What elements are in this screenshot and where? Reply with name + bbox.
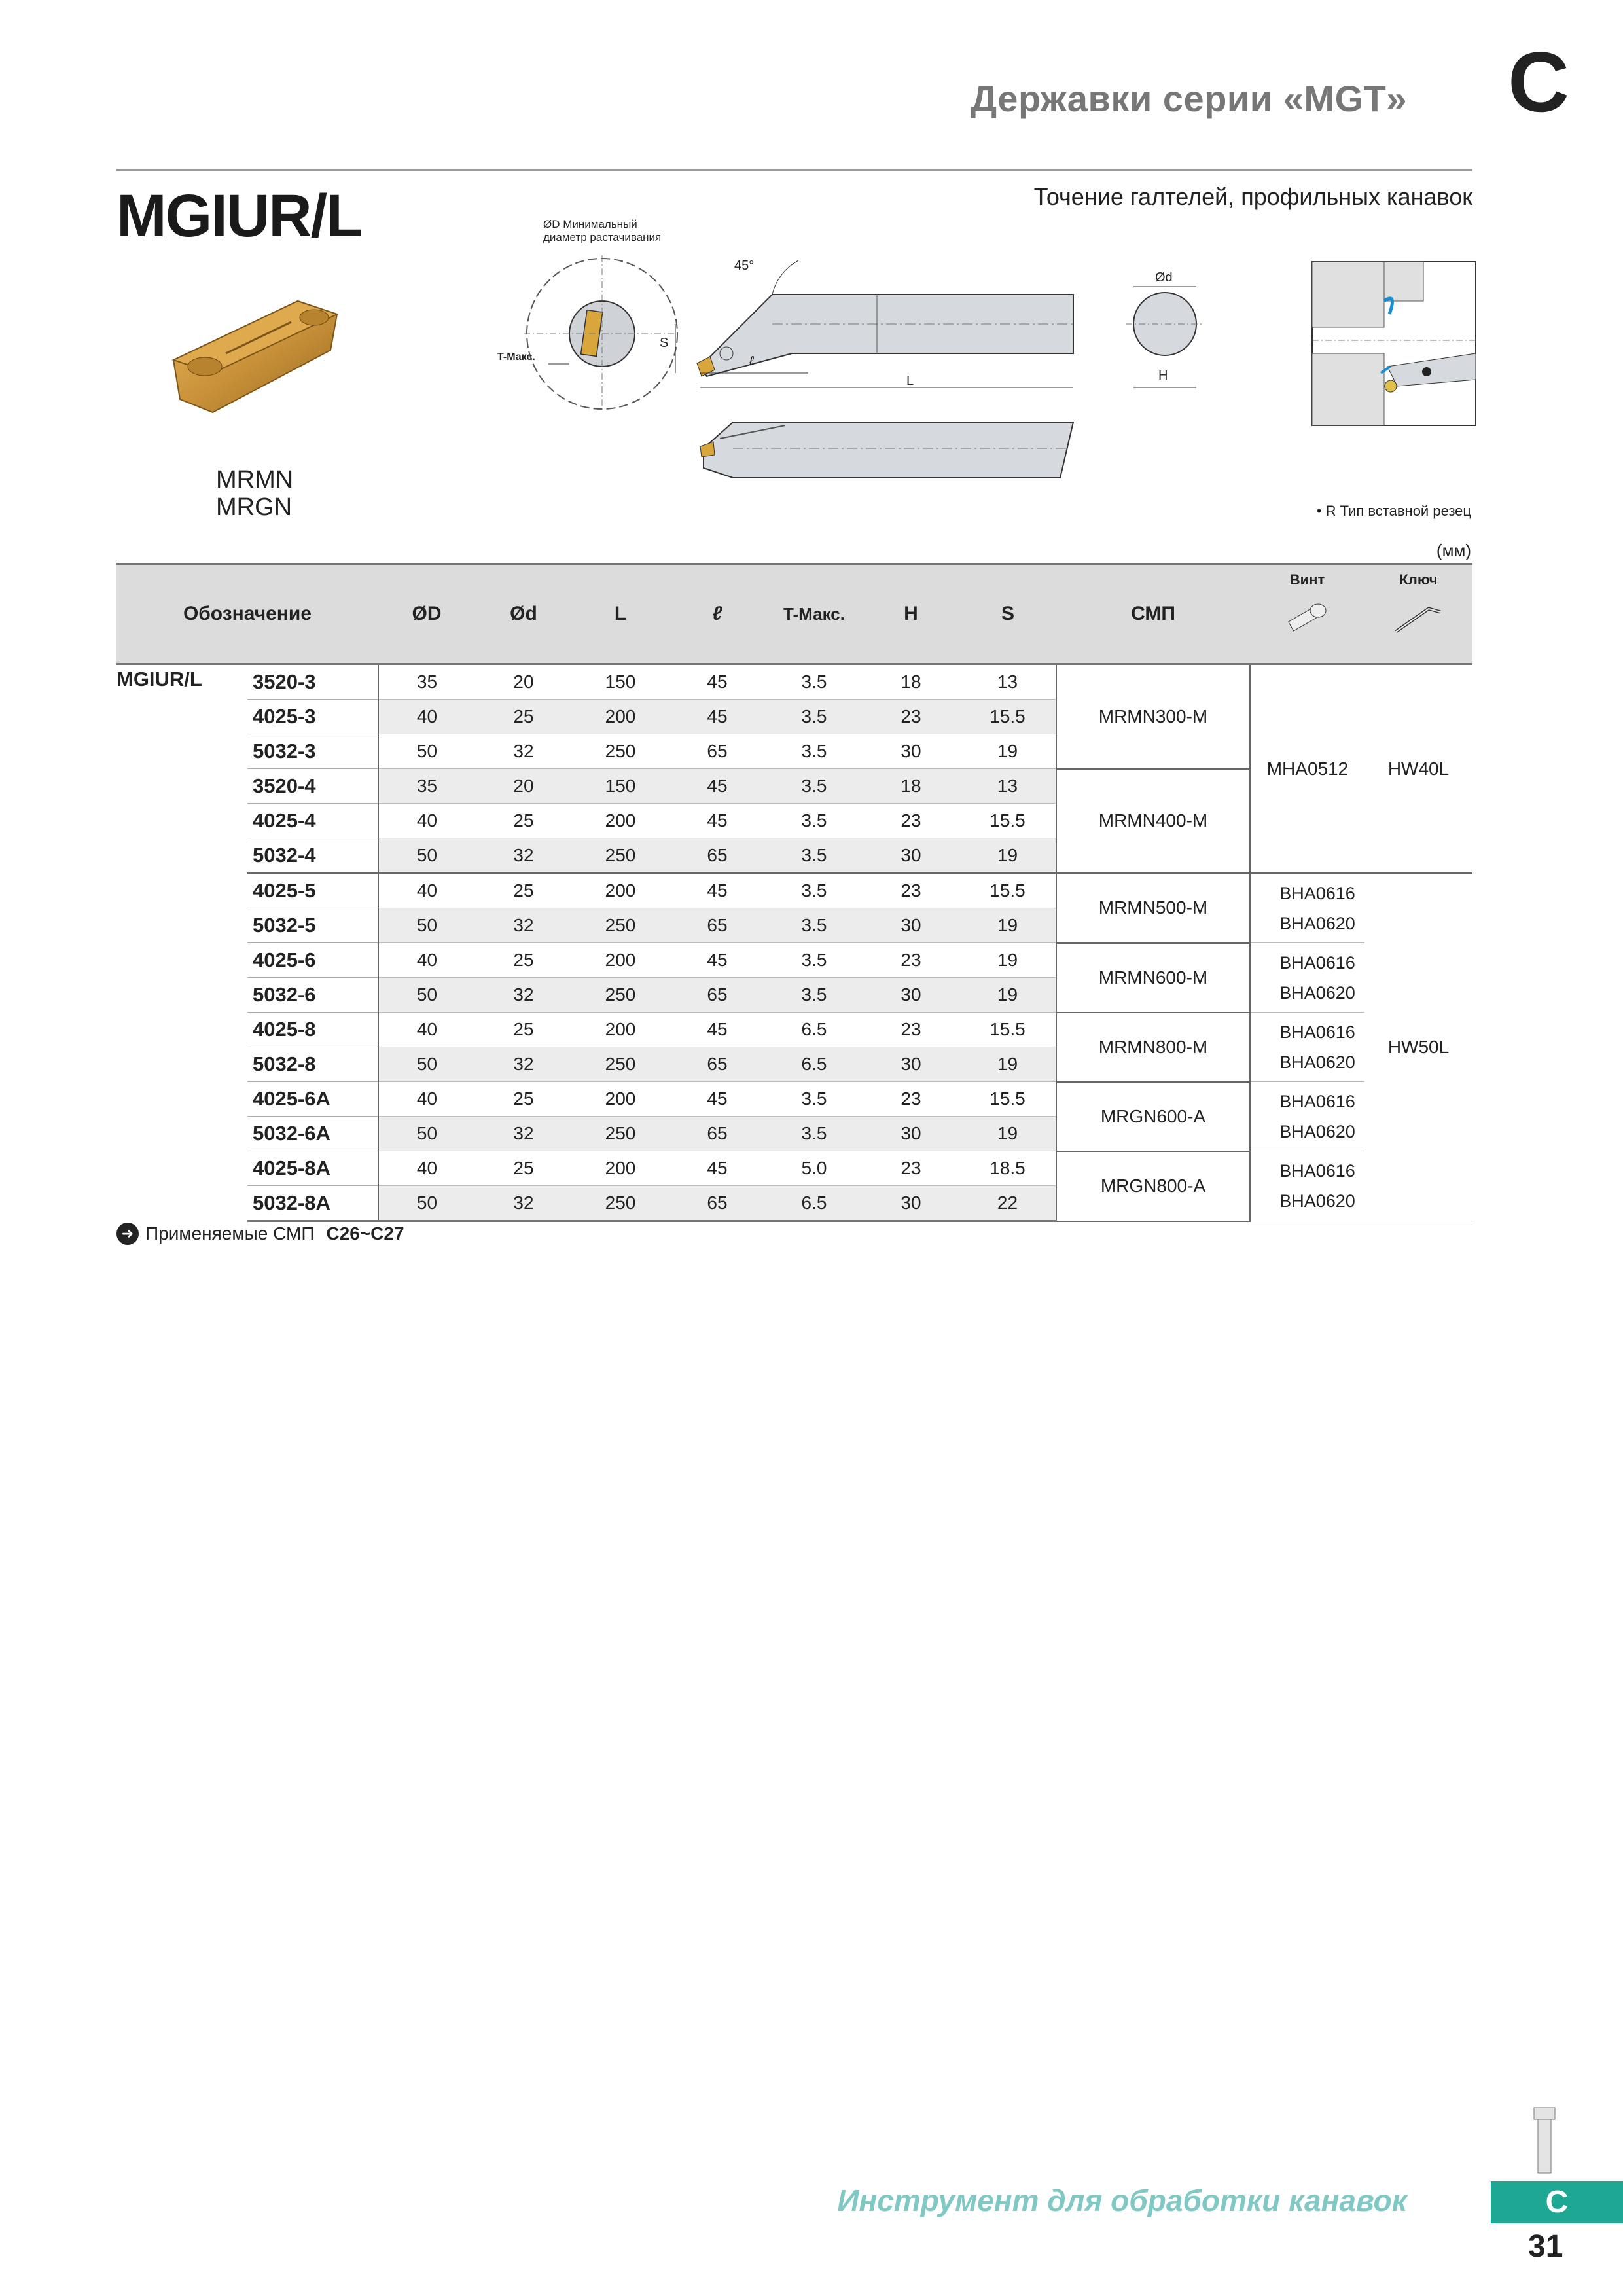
header-S: S (959, 564, 1056, 664)
cell-d: 25 (475, 1151, 572, 1186)
technical-drawing (484, 216, 1492, 497)
table-row (116, 943, 1472, 978)
cell-d: 25 (475, 873, 572, 908)
label-l-small: ℓ (749, 354, 754, 368)
cell-l: 45 (669, 700, 766, 734)
cell-d: 32 (475, 1117, 572, 1151)
row-code: 5032-8 (247, 1047, 378, 1082)
label-H: H (1158, 368, 1168, 383)
table-row (116, 1082, 1472, 1117)
cell-D: 40 (378, 1082, 475, 1117)
model-subtitle: Точение галтелей, профильных канавок (1033, 183, 1472, 210)
cell-H: 18 (863, 664, 959, 700)
cell-D: 50 (378, 978, 475, 1013)
cell-t: 3.5 (766, 873, 863, 908)
section-title: Державки серии «MGT» (971, 78, 1407, 119)
cell-t: 6.5 (766, 1013, 863, 1047)
label-tmax: T-Макс. (497, 351, 535, 363)
cell-L: 250 (572, 838, 669, 874)
cell-l: 45 (669, 804, 766, 838)
r-type-note: • R Тип вставной резец (1316, 503, 1471, 519)
model-title: MGIUR/L (116, 183, 362, 249)
cell-L: 200 (572, 1013, 669, 1047)
cell-D: 50 (378, 1047, 475, 1082)
cell-l: 65 (669, 734, 766, 769)
cell-L: 200 (572, 1082, 669, 1117)
hex-key-icon (1389, 592, 1448, 645)
cell-L: 200 (572, 873, 669, 908)
cell-key: HW50L (1364, 873, 1472, 1221)
applicable-pages[interactable]: C26~C27 (326, 1223, 404, 1244)
cell-S: 19 (959, 838, 1056, 874)
cell-t: 3.5 (766, 804, 863, 838)
header-H: H (863, 564, 959, 664)
cell-H: 23 (863, 1082, 959, 1117)
cell-t: 3.5 (766, 1117, 863, 1151)
cell-H: 30 (863, 838, 959, 874)
cell-l: 65 (669, 978, 766, 1013)
cell-d: 25 (475, 1013, 572, 1047)
cell-D: 40 (378, 700, 475, 734)
cell-L: 250 (572, 734, 669, 769)
cell-t: 3.5 (766, 943, 863, 978)
cell-t: 3.5 (766, 1082, 863, 1117)
series-name: MGIUR/L (116, 668, 202, 691)
cell-l: 45 (669, 873, 766, 908)
header-l: ℓ (669, 564, 766, 664)
header-tmax: T-Макс. (766, 564, 863, 664)
cell-d: 20 (475, 769, 572, 804)
cell-d: 32 (475, 1186, 572, 1221)
cell-D: 50 (378, 908, 475, 943)
row-code: 4025-5 (247, 873, 378, 908)
section-letter: C (1508, 34, 1569, 130)
cell-H: 30 (863, 734, 959, 769)
cell-smp: MRMN400-M (1056, 769, 1250, 874)
insert-type-mrgn: MRGN (216, 493, 293, 521)
table-row (116, 873, 1472, 908)
cell-H: 30 (863, 1047, 959, 1082)
insert-types (216, 466, 293, 521)
holder-side-view (660, 259, 1073, 388)
cell-S: 15.5 (959, 700, 1056, 734)
cell-d: 32 (475, 734, 572, 769)
cell-S: 13 (959, 769, 1056, 804)
cell-H: 30 (863, 1186, 959, 1221)
cell-d: 32 (475, 978, 572, 1013)
cell-d: 25 (475, 804, 572, 838)
header-key (1364, 564, 1472, 664)
applicable-inserts (116, 1223, 404, 1245)
row-code: 4025-4 (247, 804, 378, 838)
cell-D: 50 (378, 838, 475, 874)
cell-t: 3.5 (766, 664, 863, 700)
cell-D: 40 (378, 943, 475, 978)
cell-screw-pair (1250, 1082, 1364, 1151)
cell-S: 18.5 (959, 1151, 1056, 1186)
applicable-label: Применяемые СМП (145, 1223, 315, 1244)
cell-S: 19 (959, 1047, 1056, 1082)
cell-screw-pair (1250, 1013, 1364, 1082)
cell-d: 25 (475, 700, 572, 734)
cell-D: 50 (378, 1186, 475, 1221)
cell-d: 32 (475, 908, 572, 943)
cell-L: 250 (572, 978, 669, 1013)
row-code: 3520-3 (247, 664, 378, 700)
header-D: ØD (378, 564, 475, 664)
row-code: 4025-3 (247, 700, 378, 734)
boring-bar-icon (1525, 2101, 1564, 2179)
cell-H: 23 (863, 873, 959, 908)
cell-S: 22 (959, 1186, 1056, 1221)
cell-t: 6.5 (766, 1047, 863, 1082)
holder-end-view (1126, 270, 1204, 387)
screw-a: BHA0616 (1279, 952, 1355, 973)
cell-l: 45 (669, 1082, 766, 1117)
row-code: 5032-8A (247, 1186, 378, 1221)
row-code: 5032-6A (247, 1117, 378, 1151)
cell-D: 50 (378, 734, 475, 769)
screw-b: BHA0620 (1279, 1191, 1355, 1211)
row-code: 5032-4 (247, 838, 378, 874)
header-screw-label: Винт (1289, 571, 1325, 588)
header-L: L (572, 564, 669, 664)
screw-b: BHA0620 (1279, 982, 1355, 1003)
footer-section-name: Инструмент для обработки канавок (837, 2183, 1407, 2217)
cell-D: 35 (378, 664, 475, 700)
header-divider (116, 169, 1472, 171)
arrow-right-icon: ➜ (116, 1223, 139, 1245)
cell-L: 250 (572, 1047, 669, 1082)
insert-illustration (167, 288, 350, 419)
cell-D: 40 (378, 873, 475, 908)
cell-L: 200 (572, 700, 669, 734)
row-code: 5032-3 (247, 734, 378, 769)
unit-label: (мм) (1436, 541, 1471, 560)
label-angle: 45° (734, 259, 755, 273)
screw-b: BHA0620 (1279, 913, 1355, 933)
cell-H: 18 (863, 769, 959, 804)
cell-l: 65 (669, 1117, 766, 1151)
cell-l: 45 (669, 943, 766, 978)
cell-d: 25 (475, 943, 572, 978)
cell-H: 30 (863, 908, 959, 943)
cell-l: 45 (669, 1013, 766, 1047)
insert-type-mrmn: MRMN (216, 466, 294, 493)
cell-S: 19 (959, 978, 1056, 1013)
cell-t: 3.5 (766, 978, 863, 1013)
cell-d: 32 (475, 838, 572, 874)
label-L: L (906, 374, 914, 388)
cell-t: 3.5 (766, 769, 863, 804)
screw-a: BHA0616 (1279, 1022, 1355, 1042)
label-od: Ød (1155, 270, 1173, 285)
cell-D: 35 (378, 769, 475, 804)
label-min-bore: ØD Минимальный (543, 218, 637, 230)
header-key-label: Ключ (1399, 571, 1438, 588)
cell-l: 45 (669, 1151, 766, 1186)
cell-screw-pair (1250, 1151, 1364, 1221)
row-code: 3520-4 (247, 769, 378, 804)
cell-l: 65 (669, 1047, 766, 1082)
cell-d: 32 (475, 1047, 572, 1082)
cell-l: 65 (669, 1186, 766, 1221)
label-s: S (660, 336, 669, 350)
cell-d: 25 (475, 1082, 572, 1117)
bore-view (497, 218, 681, 412)
screw-b: BHA0620 (1279, 1052, 1355, 1072)
cell-D: 40 (378, 804, 475, 838)
footer-section-tab[interactable]: C (1491, 2181, 1623, 2223)
cell-smp: MRGN800-A (1056, 1151, 1250, 1221)
cell-S: 19 (959, 908, 1056, 943)
cell-L: 250 (572, 1117, 669, 1151)
application-view (1312, 262, 1476, 425)
cell-S: 19 (959, 1117, 1056, 1151)
cell-L: 150 (572, 664, 669, 700)
cell-smp: MRMN600-M (1056, 943, 1250, 1013)
row-code: 4025-8A (247, 1151, 378, 1186)
cell-D: 40 (378, 1151, 475, 1186)
cell-l: 65 (669, 838, 766, 874)
cell-H: 23 (863, 1151, 959, 1186)
row-code: 5032-5 (247, 908, 378, 943)
cell-smp: MRGN600-A (1056, 1082, 1250, 1151)
cell-S: 19 (959, 734, 1056, 769)
screw-a: BHA0616 (1279, 1161, 1355, 1181)
row-code: 4025-6 (247, 943, 378, 978)
cell-L: 250 (572, 1186, 669, 1221)
row-code: 4025-6A (247, 1082, 378, 1117)
cell-S: 15.5 (959, 1013, 1056, 1047)
cell-d: 20 (475, 664, 572, 700)
cell-t: 3.5 (766, 908, 863, 943)
cell-t: 6.5 (766, 1186, 863, 1221)
cell-l: 45 (669, 664, 766, 700)
table-row (116, 1013, 1472, 1047)
cell-S: 15.5 (959, 1082, 1056, 1117)
cell-H: 23 (863, 1013, 959, 1047)
cell-smp: MRMN800-M (1056, 1013, 1250, 1082)
cell-L: 200 (572, 943, 669, 978)
cell-H: 23 (863, 943, 959, 978)
cell-t: 3.5 (766, 838, 863, 874)
cell-L: 150 (572, 769, 669, 804)
cell-H: 23 (863, 700, 959, 734)
cell-S: 15.5 (959, 804, 1056, 838)
cell-H: 30 (863, 1117, 959, 1151)
cell-t: 3.5 (766, 734, 863, 769)
cell-S: 15.5 (959, 873, 1056, 908)
cell-H: 23 (863, 804, 959, 838)
screw-a: BHA0616 (1279, 883, 1355, 903)
holder-top-view (700, 422, 1073, 478)
cell-smp: MRMN300-M (1056, 664, 1250, 769)
row-code: 5032-6 (247, 978, 378, 1013)
cell-screw: MHA0512 (1250, 664, 1364, 874)
header-designation: Обозначение (116, 564, 378, 664)
row-code: 4025-8 (247, 1013, 378, 1047)
cell-t: 3.5 (766, 700, 863, 734)
spec-table (116, 563, 1472, 1222)
spec-table-body (116, 664, 1472, 1221)
header-screw (1250, 564, 1364, 664)
cell-l: 65 (669, 908, 766, 943)
cell-L: 200 (572, 804, 669, 838)
cell-l: 45 (669, 769, 766, 804)
cell-D: 40 (378, 1013, 475, 1047)
table-header-row (116, 564, 1472, 664)
cell-t: 5.0 (766, 1151, 863, 1186)
cell-L: 250 (572, 908, 669, 943)
table-row (116, 1151, 1472, 1186)
cell-smp: MRMN500-M (1056, 873, 1250, 943)
screw-a: BHA0616 (1279, 1091, 1355, 1111)
cell-S: 19 (959, 943, 1056, 978)
cell-L: 200 (572, 1151, 669, 1186)
header-d: Ød (475, 564, 572, 664)
cell-H: 30 (863, 978, 959, 1013)
cell-screw-pair (1250, 943, 1364, 1013)
cell-key: HW40L (1364, 664, 1472, 874)
cell-S: 13 (959, 664, 1056, 700)
header-smp: СМП (1056, 564, 1250, 664)
screw-b: BHA0620 (1279, 1121, 1355, 1141)
label-min-bore-2: диаметр растачивания (543, 231, 662, 243)
table-row (116, 664, 1472, 700)
page-number: 31 (1528, 2229, 1563, 2264)
cell-D: 50 (378, 1117, 475, 1151)
cell-screw-pair (1250, 873, 1364, 943)
screw-icon (1281, 592, 1334, 645)
